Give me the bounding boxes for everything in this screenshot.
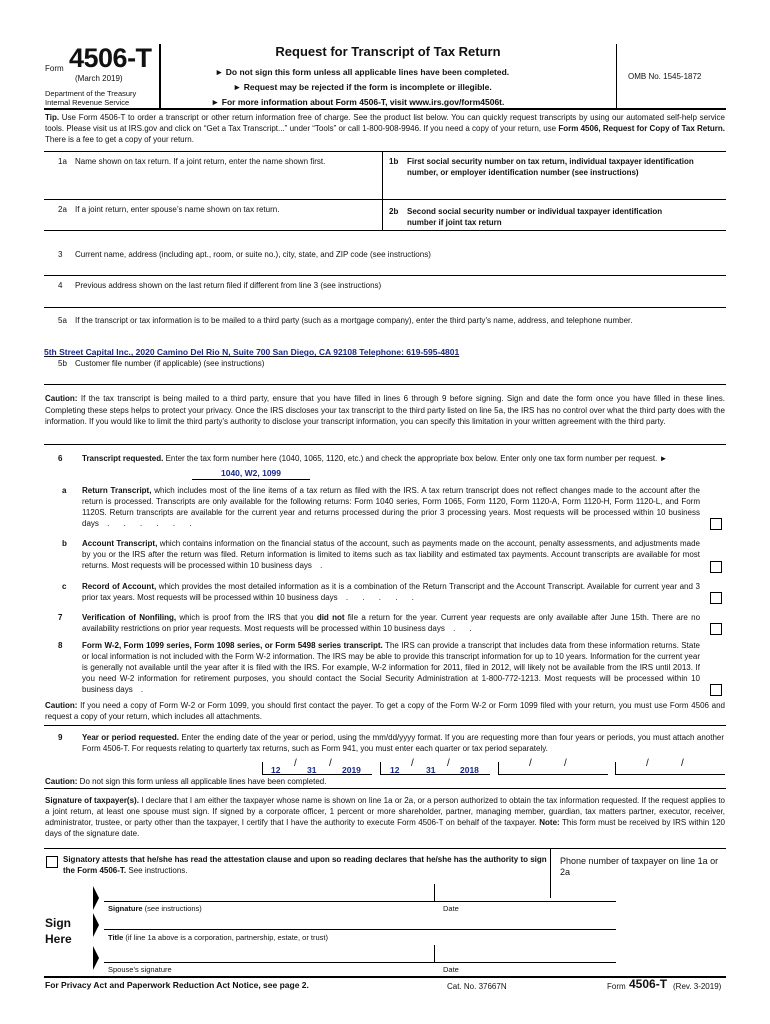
footer-form-number: 4506-T [629, 977, 668, 991]
line-5b-number: 5b [58, 359, 67, 368]
period-4-slash-2: / [681, 758, 684, 769]
signature-declaration: Signature of taxpayer(s). I declare that I am either the taxpayer whose name is shown on line 1a or 2a, or a person authorized to obtain the tax information requested. If the request applies to a joint return, at least one spouse must sign. If signed by a corporate officer, 1 percent or more shareholder, partner, managing member, guardian, tax matters partner, executor, receiver, administrator, trustee, or party other than the taxpayer, I certify that I have the authority to execute Form 4506-T on behalf of the taxpayer. Note: This form must be received by IRS within 120 days of the signature date. [45, 796, 726, 838]
line-6a-checkbox[interactable] [710, 518, 722, 530]
period-1-month: 12 [271, 765, 281, 775]
line-1b-input[interactable] [386, 176, 724, 194]
period-1-day: 31 [307, 765, 317, 775]
line-8-text: Form W-2, Form 1099 series, Form 1098 series, or Form 5498 series transcript. The IRS can provide a transcript that includes data from these information returns. State or local information is not included with the Form W-2 information. The IRS may be able to provide this transcript information for up to 10 years. Information for the current year is generally not available until the year after it is filed with the IRS. For example, W-2 information for 2011, filed in 2012, will likely not be available from the IRS until 2013. If you need W-2 information for retirement purposes, you should contact the Social Security Administration at 1-800-772-1213. Most requests will be processed within 10 business days . [82, 641, 700, 694]
line-1b-label: First social security number on tax return, individual taxpayer identification number, or employer identification number (see instructions) [407, 157, 694, 177]
period-3-slash-2: / [564, 758, 567, 769]
caution-do-not-sign: Caution: Do not sign this form unless all applicable lines have been completed. [45, 777, 327, 786]
period-2-slash-1: / [411, 758, 414, 769]
line-1a-label: Name shown on tax return. If a joint return, enter the name shown first. [75, 157, 326, 166]
line-7-text: Verification of Nonfiling, which is proof from the IRS that you did not file a return for the year. Current year requests are only available after June 15th. There are no availability restrictions on prior year requests. Most requests will be processed within 10 business days . . [82, 613, 701, 633]
catalog-number: Cat. No. 37667N [447, 982, 507, 991]
attestation-text: Signatory attests that he/she has read the attestation clause and upon so reading declares that he/she has the authority to sign the Form 4506-T. See instructions. [63, 855, 547, 875]
line-2a-number: 2a [58, 205, 67, 214]
date-caption-2: Date [443, 965, 459, 974]
line-6-label: Transcript requested. Enter the tax form number here (1040, 1065, 1120, etc.) and check the appropriate box below. Enter only one tax form number per request. ► [82, 454, 668, 463]
attestation-checkbox[interactable] [46, 856, 58, 868]
here-label: Here [45, 932, 72, 946]
period-4-slash-1: / [646, 758, 649, 769]
line-6-tax-form-input[interactable]: 1040, W2, 1099 [192, 468, 310, 480]
line-1a-number: 1a [58, 157, 67, 166]
line-8-checkbox[interactable] [710, 684, 722, 696]
line-4-input[interactable] [45, 293, 725, 305]
line-6c-letter: c [62, 582, 67, 591]
department-line: Department of the Treasury [45, 89, 137, 98]
line-6a-letter: a [62, 486, 67, 495]
line-3-number: 3 [58, 250, 63, 259]
title-input[interactable] [108, 912, 616, 928]
period-3-input[interactable] [498, 762, 608, 775]
line-7-checkbox[interactable] [710, 623, 722, 635]
period-1-slash-1: / [294, 758, 297, 769]
period-4-input[interactable] [615, 762, 725, 775]
omb-number: OMB No. 1545-1872 [628, 72, 702, 81]
line-6b-letter: b [62, 539, 67, 548]
line-6-number: 6 [58, 454, 63, 463]
form-word: Form [45, 64, 64, 73]
line-2a-input[interactable] [45, 216, 380, 229]
title-arrow-icon [93, 913, 99, 937]
signature-caption: Signature (see instructions) [108, 904, 202, 913]
line-9-number: 9 [58, 733, 63, 742]
line-9-text: Year or period requested. Enter the ending date of the year or period, using the mm/dd/yyyy format. If you are requesting more than four years or periods, you must attach another Form 4506-T. For requests relating to quarterly tax returns, such as Form 941, you must enter each quarter or tax period separately. [82, 733, 725, 753]
caution-w2-copy: Caution: If you need a copy of Form W-2 or Form 1099, you should first contact the payer. To get a copy of the Form W-2 or Form 1099 filed with your return, you must use Form 4506 and request a copy of your return, which includes all attachments. [45, 701, 725, 721]
line-2b-number: 2b [389, 207, 399, 216]
line-9-mask [82, 754, 257, 765]
line-3-input[interactable] [45, 262, 725, 274]
period-2-day: 31 [426, 765, 436, 775]
line-5b-input[interactable] [45, 370, 725, 383]
line-2a-label: If a joint return, enter spouse’s name shown on tax return. [75, 205, 280, 214]
footer-form-word: Form [607, 982, 626, 991]
header-note-sign: ► Do not sign this form unless all applicable lines have been completed. [215, 67, 510, 77]
line-1b-number: 1b [389, 157, 399, 166]
line-7-number: 7 [58, 613, 63, 622]
line-6b-checkbox[interactable] [710, 561, 722, 573]
title-caption: Title (if line 1a above is a corporation, partnership, estate, or trust) [108, 933, 328, 942]
header-note-rejected: ► Request may be rejected if the form is incomplete or illegible. [233, 82, 492, 92]
signature-input[interactable] [108, 884, 433, 900]
caution-third-party: Caution: If the tax transcript is being mailed to a third party, ensure that you have filled in lines 6 through 9 before signing. Sign and date the form once you have filled in these lines. Completing these steps helps to protect your privacy. Once the IRS discloses your tax transcript to the third party listed on line 5a, the IRS has no control over what the third party does with the information. If you would like to limit the third party’s authority to disclose your transcript information, you can specify this limitation in your written agreement with the third party. [45, 394, 725, 426]
line-4-number: 4 [58, 281, 63, 290]
tip-paragraph: Tip. Use Form 4506-T to order a transcript or other return information free of charge. See the product list below. You can quickly request transcripts by using our automated self-help service tools. Please visit us at IRS.gov and click on “Get a Tax Transcript...” under “Tools” or call 1-800-908-9946. If you need a copy of your return, use Form 4506, Request for Copy of Tax Return. There is a fee to get a copy of your return. [45, 113, 725, 144]
period-1-year: 2019 [342, 765, 361, 775]
spouse-date-input[interactable] [436, 945, 616, 961]
form-revision: (March 2019) [75, 74, 123, 83]
period-3-slash-1: / [529, 758, 532, 769]
privacy-notice: For Privacy Act and Paperwork Reduction Act Notice, see page 2. [45, 980, 309, 990]
line-5a-label: If the transcript or tax information is to be mailed to a third party (such as a mortgage company), enter the third party’s name, address, and telephone number. [75, 316, 633, 325]
line-3-label: Current name, address (including apt., room, or suite no.), city, state, and ZIP code (see instructions) [75, 250, 431, 259]
signature-arrow-icon [93, 886, 99, 910]
spouse-caption: Spouse’s signature [108, 965, 172, 974]
header-note-info: ► For more information about Form 4506-T, visit www.irs.gov/form4506t. [211, 97, 505, 107]
line-6c-text: Record of Account, which provides the most detailed information as it is a combination of the Return Transcript and the Account Transcript. Available for current year and 3 prior tax years. Most requests will be processed within 10 business days . . . . . [82, 582, 700, 602]
period-2-year: 2018 [460, 765, 479, 775]
date-caption-1: Date [443, 904, 459, 913]
spouse-arrow-icon [93, 946, 99, 970]
line-6a-text: Return Transcript, which includes most of the line items of a tax return as filed with the IRS. A tax return transcript does not reflect changes made to the account after the return is processed. Transcripts are only available for the following returns: Form 1040 series, Form 1065, Form 1120, Form 1120-A, Form 1120-H, Form 1120-L, and Form 1120S. Return transcripts are available for the current year and returns processed during the prior 3 processing years. Most requests will be processed within 10 business days . . . . . . [82, 486, 701, 528]
line-6b-text: Account Transcript, which contains information on the financial status of the account, such as payments made on the account, penalty assessments, and adjustments made by you or the IRS after the return was filed. Return information is limited to items such as tax liability and estimated tax payments. Account transcripts are available for most returns. Most requests will be processed within 10 business days . [82, 539, 700, 570]
footer-revision: (Rev. 3-2019) [673, 982, 722, 991]
line-8-number: 8 [58, 641, 63, 650]
line-1a-input[interactable] [45, 176, 380, 194]
line-6c-checkbox[interactable] [710, 592, 722, 604]
line-5b-label: Customer file number (if applicable) (see instructions) [75, 359, 265, 368]
spouse-signature-input[interactable] [108, 945, 433, 961]
form-title: Request for Transcript of Tax Return [275, 44, 501, 59]
sign-label: Sign [45, 916, 71, 930]
agency-line: Internal Revenue Service [45, 98, 130, 107]
form-number: 4506-T [69, 43, 152, 73]
phone-label: Phone number of taxpayer on line 1a or 2a [560, 856, 719, 877]
period-1-slash-2: / [329, 758, 332, 769]
line-2b-label: Second social security number or individual taxpayer identification number if joint tax return [407, 207, 663, 227]
period-2-slash-2: / [447, 758, 450, 769]
period-2-month: 12 [390, 765, 400, 775]
line-5a-number: 5a [58, 316, 67, 325]
line-4-label: Previous address shown on the last return filed if different from line 3 (see instructions) [75, 281, 382, 290]
line-5a-third-party-value[interactable]: 5th Street Capital Inc., 2020 Camino Del Rio N, Suite 700 San Diego, CA 92108 Telephone: 619-595-4801 [44, 347, 460, 357]
signature-date-input[interactable] [436, 884, 616, 900]
